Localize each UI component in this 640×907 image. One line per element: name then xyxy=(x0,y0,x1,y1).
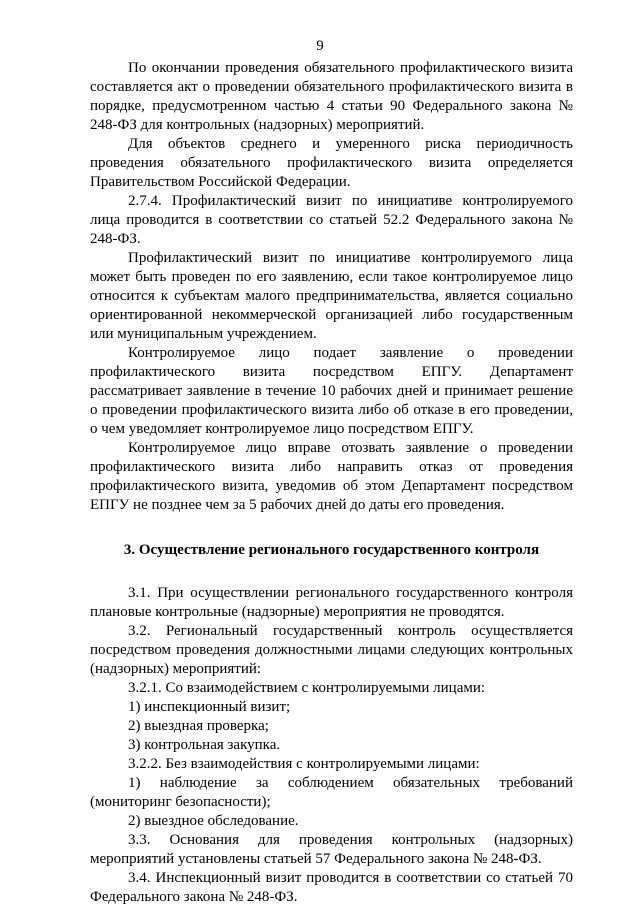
list-item: 2) выездное обследование. xyxy=(128,813,299,829)
list-item: 1) наблюдение за соблюдением обязательных требований (мониторинг безопасности); xyxy=(90,775,573,810)
paragraph-application: Контролируемое лицо подает заявление о проведении профилактического визита посредством ЕПГУ. Департамент рассматривает заявление в течение 10 рабочих дней и принимает решение о проведении профилактического визита либо об отказе в его проведении, о чем уведомляет контролируемое лицо посредством ЕПГУ. xyxy=(90,345,573,437)
paragraph-2-7-4: 2.7.4. Профилактический визит по инициативе контролируемого лица проводится в соответствии со статьей 52.2 Федерального закона № 248-ФЗ. xyxy=(90,193,573,247)
paragraph-initiative-visit: Профилактический визит по инициативе контролируемого лица может быть проведен по его заявлению, если такое контролируемое лицо относится к субъектам малого предпринимательства, является социально ориентированной некоммерческой организацией либо государственным или муниципальным учреждением. xyxy=(90,250,573,342)
document-body xyxy=(90,59,573,907)
list-item: 3) контрольная закупка. xyxy=(128,737,281,753)
paragraph-visit-periodicity: Для объектов среднего и умеренного риска периодичность проведения обязательного профилактического визита определяется Правительством Российской Федерации. xyxy=(90,136,573,190)
paragraph-withdrawal: Контролируемое лицо вправе отозвать заявление о проведении профилактического визита либо направить отказ от проведения профилактического визита, уведомив об этом Департамент посредством ЕПГУ не позднее чем за 5 рабочих дней до даты его проведения. xyxy=(90,440,573,513)
paragraph-3-2: 3.2. Региональный государственный контроль осуществляется посредством проведения должностными лицами следующих контрольных (надзорных) мероприятий: xyxy=(90,623,573,677)
list-item: 1) инспекционный визит; xyxy=(128,699,291,715)
section-heading: 3. Осуществление регионального государственного контроля xyxy=(123,542,540,558)
paragraph-visit-act: По окончании проведения обязательного профилактического визита составляется акт о проведении обязательного профилактического визита в порядке, предусмотренном частью 4 статьи 90 Федерального закона № 248-ФЗ для контрольных (надзорных) мероприятий. xyxy=(90,60,573,133)
page-number: 9 xyxy=(316,38,324,54)
paragraph-3-2-1: 3.2.1. Со взаимодействием с контролируемыми лицами: xyxy=(128,680,486,696)
paragraph-3-3: 3.3. Основания для проведения контрольных (надзорных) мероприятий установлены статьей 57 Федерального закона № 248-ФЗ. xyxy=(90,832,573,867)
list-item: 2) выездная проверка; xyxy=(128,718,269,734)
paragraph-3-2-2: 3.2.2. Без взаимодействия с контролируемыми лицами: xyxy=(128,756,480,772)
paragraph-3-4: 3.4. Инспекционный визит проводится в соответствии со статьей 70 Федерального закона № 248-ФЗ. xyxy=(90,870,573,905)
paragraph-3-1: 3.1. При осуществлении регионального государственного контроля плановые контрольные (надзорные) мероприятия не проводятся. xyxy=(90,585,573,620)
